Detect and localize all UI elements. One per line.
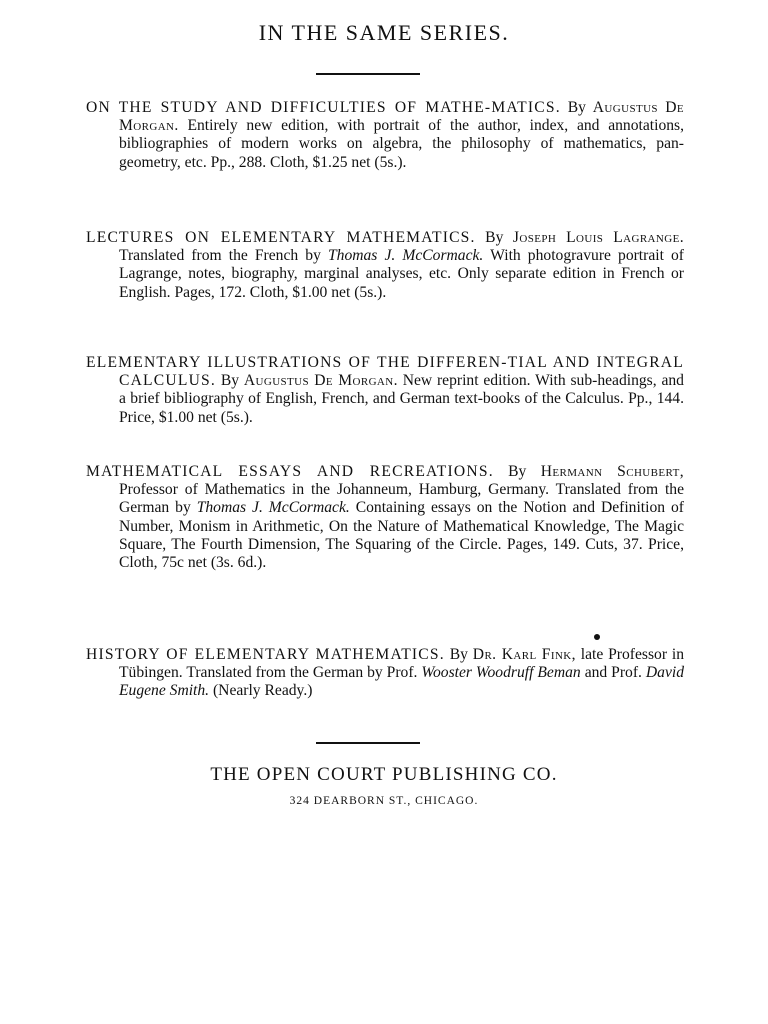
entry-description: Containing essays on the Notion and Definition of Number, Monism in Arithmetic, On the Nature of Mathematical Knowledge, The Magic Square, The Fourth Dimension, The Squaring of the Circle. Pages, 149. Cuts, 37. Price, Cloth, 75c net (3s. 6d.). (119, 499, 684, 572)
list-item (86, 354, 684, 427)
bottom-divider (316, 742, 420, 744)
publisher-name: THE OPEN COURT PUBLISHING CO. (210, 764, 558, 785)
ink-dot (594, 634, 600, 640)
list-item (86, 646, 684, 701)
page-heading: IN THE SAME SERIES. (258, 20, 510, 45)
top-divider (316, 73, 420, 75)
list-item (86, 463, 684, 572)
entry-translator: Wooster Woodruff Beman (421, 664, 581, 682)
entry-affiliation: late Professor in Tübingen. (119, 646, 684, 682)
entry-by: By (567, 99, 586, 116)
entry-by: By (220, 372, 240, 390)
entry-description: Entirely new edition, with portrait of the author, index, and annotations, bibliographies of modern works on algebra, the philosophy of mathematics, pan-geometry, etc. Pp., 288. Cloth, $1.25 net (5s.). (119, 117, 684, 171)
entry-description: With photogravure portrait of Lagrange, notes, biography, marginal analyses, etc. Only separate edition in French or English. Pages, 172. Cloth, $1.00 net (5s.). (119, 247, 684, 301)
entry-author: Hermann Schubert, (540, 463, 684, 480)
entry-title: HISTORY OF ELEMENTARY MATHEMATICS. (86, 646, 445, 663)
entry-description: (Nearly Ready.) (212, 682, 313, 700)
entry-translator: Thomas J. McCormack. (327, 247, 484, 265)
list-item (86, 99, 684, 172)
entry-by: By (485, 229, 504, 246)
entry-author: Joseph Louis Lagrange. (512, 229, 685, 246)
entry-by: By (508, 463, 527, 480)
entry-author: Augustus De Morgan. (243, 372, 398, 390)
entry-translated-by: Translated from the German by (119, 481, 685, 517)
entry-translated-by: Translated from the German by Prof. (186, 664, 418, 682)
entry-description: New reprint edition. With sub-headings, and a brief bibliography of English, French, and German text-books of the Calculus. Pp., 144. Price, $1.00 net (5s.). (119, 372, 684, 426)
entry-translator: Thomas J. McCormack. (196, 499, 350, 517)
entry-title: ELEMENTARY ILLUSTRATIONS OF THE DIFFEREN-TIAL AND INTEGRAL CALCULUS. (86, 354, 684, 390)
entry-author: Augustus De Morgan. (119, 99, 684, 135)
entry-by: By (449, 646, 468, 663)
list-item (86, 229, 684, 302)
entry-title: ON THE STUDY AND DIFFICULTIES OF MATHE-MATICS. (86, 99, 561, 116)
entry-affiliation: Professor of Mathematics in the Johanneum, Hamburg, Germany. (119, 481, 550, 499)
entry-title: LECTURES ON ELEMENTARY MATHEMATICS. (86, 229, 476, 246)
entry-translator-2: David Eugene Smith. (119, 664, 685, 700)
entry-author: Dr. Karl Fink, (472, 646, 576, 663)
entry-title: MATHEMATICAL ESSAYS AND RECREATIONS. (86, 463, 494, 480)
entry-translated-by: Translated from the French by (119, 247, 321, 265)
entry-and: and Prof. (584, 664, 642, 682)
publisher-address: 324 DEARBORN ST., CHICAGO. (289, 795, 479, 807)
